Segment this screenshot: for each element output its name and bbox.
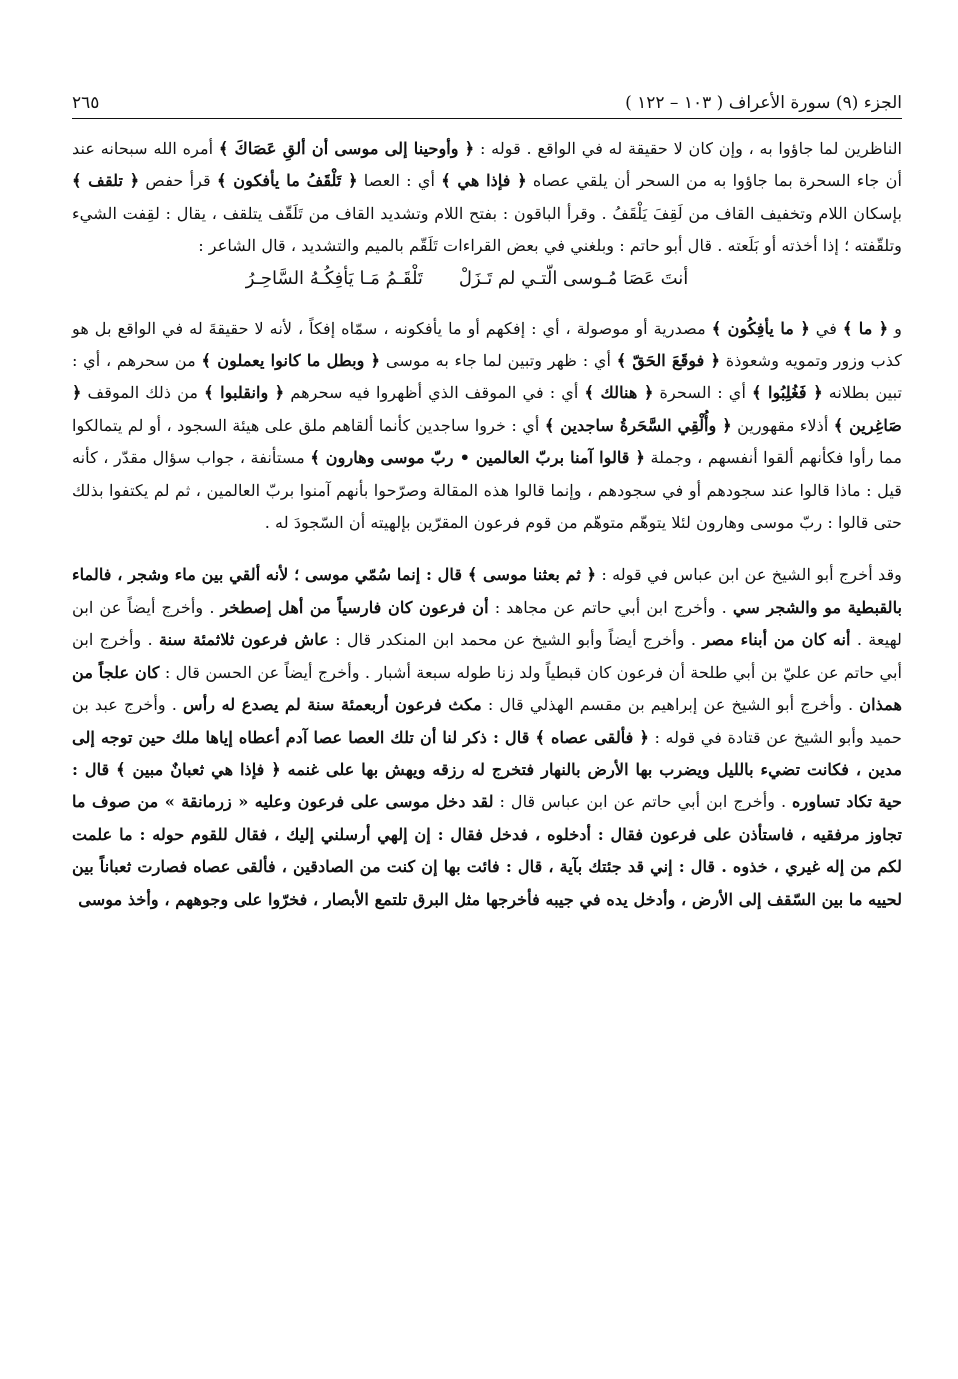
- text: بإسكان اللام وتخفيف القاف من لَقِفَ يَلْقَفُ . وقرأ الباقون : بفتح اللام وتشديد القاف من تَلَقّف يتلقف ، يقال : لقِفت الشيء وتلقّفته ؛ إذا أخذته أو بَلَعته . قال أبو حاتم : وبلغني في بعض القراءات تَلَقّم بالميم والتشديد ، قال الشاعر :: [72, 203, 902, 256]
- text: أي : خروا ساجدين كأنما ألقاهم ملق على هيئة السجود ، أو لم يتمالكوا مما رأوا فكأنهم ألقوا أنفسهم ، وجملة: [72, 415, 903, 468]
- paragraph-2: [72, 313, 902, 540]
- quran-verse: ﴿ فوقَعَ الحَقّ ﴾: [616, 351, 721, 371]
- narration: كان علجاً من همذان: [72, 662, 902, 715]
- verse-hemistich-1: أنتَ عَصَا مُـوسى الّتـي لم تَـزَلْ: [458, 267, 689, 289]
- text: . وأخرج عبد بن حميد وأبو الشيخ عن قتادة في قوله :: [72, 695, 903, 747]
- text: الناظرين لما جاؤوا به ، وإن كان لا حقيقة له في الواقع . قوله :: [474, 139, 903, 158]
- narration: عاش فرعون ثلاثمئة سنة: [158, 630, 329, 650]
- text: . وأخرج أبو الشيخ عن إبراهيم بن مقسم الهذلي قال :: [481, 695, 860, 715]
- text: من سحرهم ، أي : تبين بطلانه: [72, 351, 903, 403]
- quran-verse: ﴿ هنالك ﴾: [584, 383, 654, 403]
- quran-verse: ﴿ ما يأفِكُون ﴾: [711, 318, 810, 338]
- text: و: [888, 318, 902, 338]
- poetry-verse: [72, 263, 902, 295]
- text: . وأخرج ابن أبي حاتم عن ابن عباس قال :: [493, 792, 793, 812]
- text: وقد أخرج أبو الشيخ عن ابن عباس في قوله :: [596, 565, 903, 585]
- text: من ذلك الموقف: [81, 383, 205, 403]
- text: مصدرية أو موصولة ، أي : إفكهم أو ما يأفكونه ، سمّاه إفكاً ، لأنه لا حقيقةَ له في الواقع بل هو كذب وزور وتمويه وشعوذة: [72, 318, 903, 371]
- quran-verse: ﴿ فَغُلِبُوا ﴾: [752, 383, 823, 403]
- verse-hemistich-2: تَلْقَـمُ مَـا يَأفِكُـهُ السَّاحِـرُ: [245, 267, 423, 289]
- text: . وأخرج ابن أبي حاتم عن مجاهد :: [488, 597, 733, 617]
- text: مستأنفة ، جواب سؤال مقدّر ، كأنه قيل : ماذا قالوا عند سجودهم أو في سجودهم ، وإنما قالوا هذه المقالة وصرّحوا بأنهم آمنوا بربّ العالمين ، ثم لم يكتفوا بذلك حتى قالوا : ربّ موسى وهارون لئلا يتوهّم متوهّم من قوم فرعون المقرّين بإلهيته أن السّجودَ له .: [72, 448, 902, 533]
- text: أي : ظهر وتبين لما جاء به موسى: [380, 351, 617, 371]
- quran-verse: ﴿ ما ﴾: [842, 318, 889, 338]
- page-number: ٢٦٥: [72, 93, 100, 113]
- text: أمره الله سبحانه عند أن جاء السحرة بما جاؤوا به من السحر أن يلقي عصاه: [72, 139, 902, 191]
- narration: أنه كان من أبناء مصر: [702, 630, 851, 650]
- quran-verse: ﴿ وبطل ما كانوا يعملون ﴾: [201, 351, 381, 371]
- text: أي : العصا: [357, 171, 442, 191]
- quran-verse: ﴿ وأُلْقِي السَّحَرةُ ساجدين ﴾: [544, 415, 732, 435]
- narration: لقد دخل موسى على فرعون وعليه « زرمانقة » من صوف ما تجاوز مرفقيه ، فاستأذن على فرعون فقال : أدخلوه ، فدخل فقال : إن إلهي أرسلني إليك ، فقال للقوم حوله : ما علمت لكم من إله غيري ، خذوه . قال : إني قد جئتك بآية ، قال : فائت بها إن كنت من الصادقين ، فألقى عصاه فصارت ثعباناً بين لحييه ما بين السّقف إلى الأرض ، وأدخل يده في جيبه فأخرجها مثل البرق تلتمع الأبصار ، فخرّوا على وجوههم ، وأخذ موسى: [72, 792, 902, 909]
- quran-verse: ﴿ تَلْقَفُ ما يأفكون ﴾: [217, 171, 358, 191]
- text: قرأ حفص: [139, 171, 218, 191]
- narration: ﴿ فألقى عصاه ﴾ قال : ذكر لنا أن تلك العصا عصا آدم أعطاه إياها ملك حين توجه إلى مدين ، فكانت تضيء بالليل ويضرب بها الأرض بالنهار فتخرج له رزقه ويهش بها على غنمه ﴿ فإذا هي ثعبانٌ مبين ﴾ قال : حية تكاد تساوره: [72, 727, 902, 812]
- narration: ﴿ ثم بعثنا موسى ﴾ قال : إنما سُمّي موسى ؛ لأنه ألقي بين ماء وشجر ، فالماء بالقبطية مو والشجر سي: [72, 565, 903, 617]
- header-title: الجزء (٩) سورة الأعراف ( ١٠٣ – ١٢٢ ): [625, 93, 902, 113]
- quran-verse: ﴿ وأوحينا إلى موسى أن ألقِ عَصَاكَ ﴾: [218, 139, 475, 158]
- text: في: [809, 318, 843, 338]
- text: أي : في الموقف الذي أظهروا فيه سحرهم: [284, 383, 585, 403]
- narration: مكث فرعون أربعمئة سنة لم يصدع له رأس: [183, 695, 482, 715]
- quran-verse: ﴿ وانقلبوا ﴾: [204, 383, 285, 403]
- running-header: [72, 92, 902, 119]
- quran-verse: ﴿ صَاغِرين ﴾: [72, 383, 903, 435]
- page: [72, 92, 902, 916]
- quran-verse: ﴿ فإذا هي ﴾: [441, 171, 527, 191]
- narration: أن فرعون كان فارسياً من أهل إصطخر: [220, 597, 489, 617]
- paragraph-1: [72, 133, 902, 263]
- quran-verse: ﴿ تلقف ﴾: [72, 171, 140, 191]
- text: أذلاء مقهورين: [731, 415, 834, 435]
- quran-verse: ﴿ قالوا آمنا بربّ العالمين • ربّ موسى وهارون ﴾: [310, 448, 645, 468]
- text: أي : السحرة: [653, 383, 752, 403]
- text: . وأخرج أيضاً وأبو الشيخ عن محمد ابن المنكدر قال :: [328, 630, 703, 650]
- text: . وأخرج ابن أبي حاتم عن عليّ بن أبي طلحة أن فرعون كان قبطياً ولد زنا طوله سبعة أشبار . وأخرج أيضاً عن الحسن قال :: [72, 630, 902, 682]
- text: . وأخرج أيضاً عن ابن لهيعة .: [72, 597, 902, 650]
- paragraph-3: [72, 559, 902, 915]
